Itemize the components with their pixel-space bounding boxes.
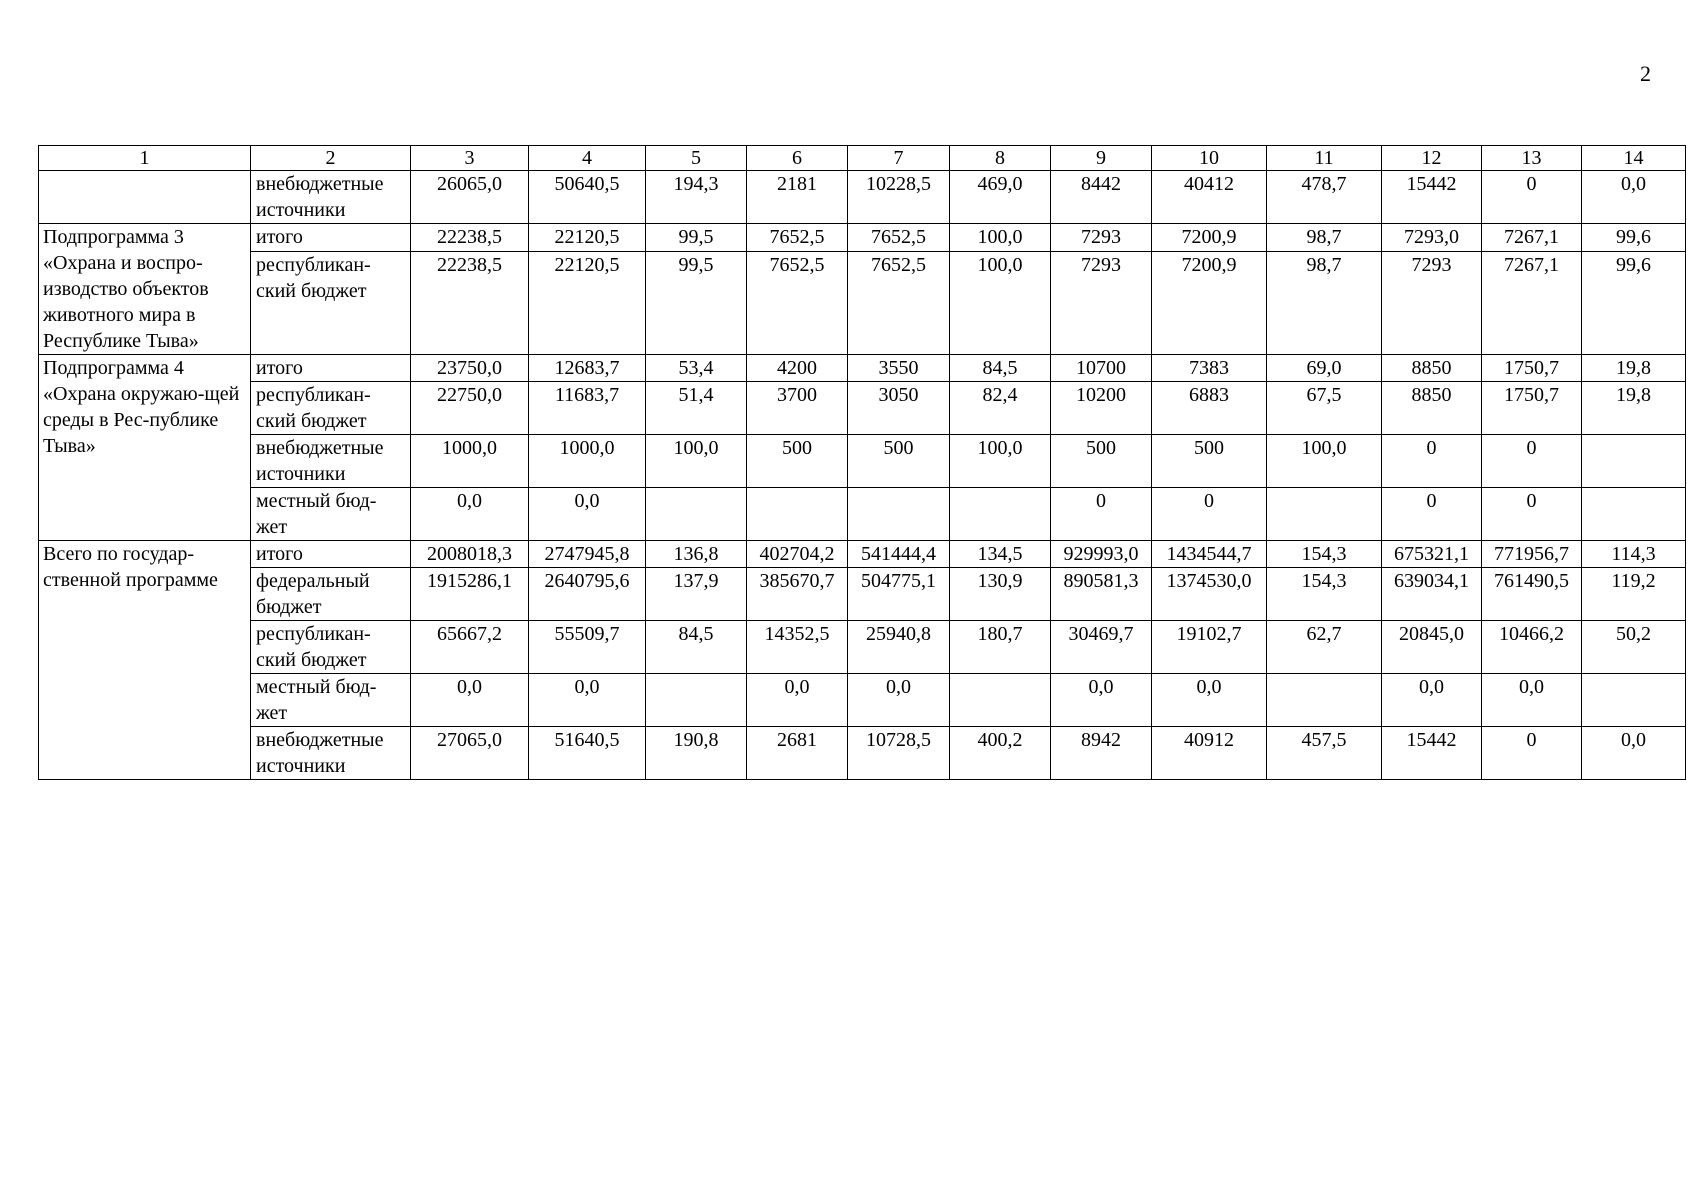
value-cell — [950, 488, 1051, 541]
value-cell: 400,2 — [950, 727, 1051, 780]
value-cell — [747, 488, 848, 541]
value-cell: 1915286,1 — [411, 568, 529, 621]
value-cell: 134,5 — [950, 541, 1051, 568]
table-row — [39, 621, 1686, 674]
value-cell: 10228,5 — [848, 171, 950, 224]
value-cell: 69,0 — [1267, 355, 1382, 382]
value-cell: 0,0 — [1482, 674, 1582, 727]
value-cell: 0,0 — [411, 488, 529, 541]
value-cell: 25940,8 — [848, 621, 950, 674]
value-cell: 7652,5 — [848, 224, 950, 252]
value-cell: 67,5 — [1267, 382, 1382, 435]
funding-source: республикан-ский бюджет — [251, 621, 411, 674]
column-number: 8 — [950, 146, 1051, 171]
value-cell — [950, 674, 1051, 727]
value-cell: 40912 — [1152, 727, 1267, 780]
value-cell: 82,4 — [950, 382, 1051, 435]
value-cell: 500 — [1152, 435, 1267, 488]
value-cell: 8942 — [1051, 727, 1152, 780]
value-cell: 3700 — [747, 382, 848, 435]
value-cell: 0,0 — [747, 674, 848, 727]
value-cell: 0 — [1152, 488, 1267, 541]
value-cell: 500 — [747, 435, 848, 488]
value-cell: 30469,7 — [1051, 621, 1152, 674]
value-cell: 119,2 — [1582, 568, 1686, 621]
value-cell: 99,6 — [1582, 252, 1686, 355]
program-name: Всего по государ-ственной программе — [39, 541, 251, 780]
value-cell: 26065,0 — [411, 171, 529, 224]
value-cell: 1750,7 — [1482, 382, 1582, 435]
value-cell: 7267,1 — [1482, 252, 1582, 355]
value-cell — [1267, 488, 1382, 541]
value-cell: 7293 — [1382, 252, 1482, 355]
table-row — [39, 727, 1686, 780]
value-cell: 7293 — [1051, 224, 1152, 252]
value-cell: 50640,5 — [529, 171, 646, 224]
value-cell: 929993,0 — [1051, 541, 1152, 568]
value-cell: 7293,0 — [1382, 224, 1482, 252]
value-cell: 7267,1 — [1482, 224, 1582, 252]
value-cell: 7383 — [1152, 355, 1267, 382]
program-name: Подпрограмма 4 «Охрана окружаю-щей среды в Рес-публике Тыва» — [39, 355, 251, 541]
value-cell: 180,7 — [950, 621, 1051, 674]
value-cell: 22238,5 — [411, 252, 529, 355]
value-cell: 8850 — [1382, 355, 1482, 382]
value-cell: 0 — [1382, 435, 1482, 488]
value-cell: 154,3 — [1267, 568, 1382, 621]
value-cell: 469,0 — [950, 171, 1051, 224]
value-cell: 100,0 — [1267, 435, 1382, 488]
value-cell: 19102,7 — [1152, 621, 1267, 674]
value-cell: 19,8 — [1582, 355, 1686, 382]
value-cell: 84,5 — [950, 355, 1051, 382]
value-cell: 3550 — [848, 355, 950, 382]
value-cell — [1267, 674, 1382, 727]
value-cell: 0 — [1482, 488, 1582, 541]
value-cell: 500 — [1051, 435, 1152, 488]
value-cell: 137,9 — [646, 568, 747, 621]
table-row — [39, 435, 1686, 488]
value-cell: 500 — [848, 435, 950, 488]
funding-source: местный бюд-жет — [251, 674, 411, 727]
value-cell: 27065,0 — [411, 727, 529, 780]
value-cell: 1000,0 — [411, 435, 529, 488]
value-cell: 15442 — [1382, 727, 1482, 780]
value-cell: 7652,5 — [747, 224, 848, 252]
value-cell: 890581,3 — [1051, 568, 1152, 621]
column-number: 5 — [646, 146, 747, 171]
value-cell: 15442 — [1382, 171, 1482, 224]
value-cell: 2747945,8 — [529, 541, 646, 568]
value-cell: 12683,7 — [529, 355, 646, 382]
value-cell: 23750,0 — [411, 355, 529, 382]
value-cell — [848, 488, 950, 541]
column-number: 10 — [1152, 146, 1267, 171]
table-row — [39, 224, 1686, 252]
column-number: 12 — [1382, 146, 1482, 171]
value-cell: 22750,0 — [411, 382, 529, 435]
value-cell: 10728,5 — [848, 727, 950, 780]
program-name — [39, 171, 251, 224]
value-cell: 2181 — [747, 171, 848, 224]
funding-source: республикан-ский бюджет — [251, 382, 411, 435]
value-cell: 457,5 — [1267, 727, 1382, 780]
column-number: 4 — [529, 146, 646, 171]
value-cell: 84,5 — [646, 621, 747, 674]
value-cell: 40412 — [1152, 171, 1267, 224]
value-cell: 50,2 — [1582, 621, 1686, 674]
funding-source: итого — [251, 541, 411, 568]
value-cell — [1582, 488, 1686, 541]
value-cell: 65667,2 — [411, 621, 529, 674]
value-cell: 136,8 — [646, 541, 747, 568]
value-cell: 100,0 — [950, 252, 1051, 355]
value-cell: 7652,5 — [747, 252, 848, 355]
table-row — [39, 488, 1686, 541]
value-cell: 10466,2 — [1482, 621, 1582, 674]
funding-source: итого — [251, 355, 411, 382]
value-cell: 1374530,0 — [1152, 568, 1267, 621]
value-cell: 7652,5 — [848, 252, 950, 355]
funding-source: местный бюд-жет — [251, 488, 411, 541]
value-cell: 0 — [1482, 727, 1582, 780]
value-cell: 22120,5 — [529, 252, 646, 355]
value-cell: 1750,7 — [1482, 355, 1582, 382]
value-cell: 8850 — [1382, 382, 1482, 435]
funding-source: внебюджетные источники — [251, 727, 411, 780]
value-cell: 14352,5 — [747, 621, 848, 674]
value-cell: 0 — [1482, 435, 1582, 488]
value-cell: 675321,1 — [1382, 541, 1482, 568]
column-number: 14 — [1582, 146, 1686, 171]
table-row — [39, 171, 1686, 224]
page-number: 2 — [1640, 61, 1651, 86]
table-row — [39, 568, 1686, 621]
value-cell: 10700 — [1051, 355, 1152, 382]
column-number: 3 — [411, 146, 529, 171]
value-cell: 8442 — [1051, 171, 1152, 224]
column-number: 1 — [39, 146, 251, 171]
value-cell: 98,7 — [1267, 252, 1382, 355]
table-row — [39, 382, 1686, 435]
value-cell: 402704,2 — [747, 541, 848, 568]
value-cell: 99,5 — [646, 252, 747, 355]
value-cell: 0,0 — [529, 488, 646, 541]
value-cell: 62,7 — [1267, 621, 1382, 674]
value-cell — [646, 488, 747, 541]
value-cell: 0 — [1482, 171, 1582, 224]
funding-source: внебюджетные источники — [251, 171, 411, 224]
value-cell: 0,0 — [1582, 727, 1686, 780]
funding-source: итого — [251, 224, 411, 252]
table-row — [39, 252, 1686, 355]
value-cell: 98,7 — [1267, 224, 1382, 252]
table-row — [39, 674, 1686, 727]
column-number: 13 — [1482, 146, 1582, 171]
budget-table — [38, 145, 1686, 780]
value-cell: 114,3 — [1582, 541, 1686, 568]
value-cell: 53,4 — [646, 355, 747, 382]
value-cell: 7200,9 — [1152, 224, 1267, 252]
value-cell: 10200 — [1051, 382, 1152, 435]
value-cell: 22120,5 — [529, 224, 646, 252]
value-cell: 22238,5 — [411, 224, 529, 252]
value-cell: 194,3 — [646, 171, 747, 224]
value-cell: 0,0 — [411, 674, 529, 727]
table-row — [39, 355, 1686, 382]
column-number: 11 — [1267, 146, 1382, 171]
value-cell: 20845,0 — [1382, 621, 1482, 674]
value-cell: 0 — [1382, 488, 1482, 541]
value-cell: 761490,5 — [1482, 568, 1582, 621]
table-row — [39, 541, 1686, 568]
value-cell: 0,0 — [1152, 674, 1267, 727]
value-cell: 7293 — [1051, 252, 1152, 355]
value-cell — [1582, 435, 1686, 488]
value-cell: 100,0 — [646, 435, 747, 488]
value-cell: 771956,7 — [1482, 541, 1582, 568]
program-name: Подпрограмма 3 «Охрана и воспро-изводство объектов животного мира в Республике Тыва» — [39, 224, 251, 355]
value-cell: 4200 — [747, 355, 848, 382]
value-cell — [646, 674, 747, 727]
funding-source: федеральный бюджет — [251, 568, 411, 621]
value-cell: 541444,4 — [848, 541, 950, 568]
funding-source: внебюджетные источники — [251, 435, 411, 488]
value-cell: 51640,5 — [529, 727, 646, 780]
value-cell: 504775,1 — [848, 568, 950, 621]
value-cell: 100,0 — [950, 435, 1051, 488]
value-cell: 2008018,3 — [411, 541, 529, 568]
value-cell: 190,8 — [646, 727, 747, 780]
value-cell: 99,5 — [646, 224, 747, 252]
funding-source: республикан-ский бюджет — [251, 252, 411, 355]
value-cell: 478,7 — [1267, 171, 1382, 224]
column-number: 6 — [747, 146, 848, 171]
column-number: 7 — [848, 146, 950, 171]
value-cell: 0,0 — [848, 674, 950, 727]
value-cell: 19,8 — [1582, 382, 1686, 435]
value-cell: 2640795,6 — [529, 568, 646, 621]
value-cell: 0,0 — [1582, 171, 1686, 224]
value-cell: 639034,1 — [1382, 568, 1482, 621]
column-number: 2 — [251, 146, 411, 171]
value-cell: 130,9 — [950, 568, 1051, 621]
value-cell: 2681 — [747, 727, 848, 780]
value-cell: 55509,7 — [529, 621, 646, 674]
value-cell: 3050 — [848, 382, 950, 435]
value-cell: 6883 — [1152, 382, 1267, 435]
value-cell: 1434544,7 — [1152, 541, 1267, 568]
value-cell: 0,0 — [1382, 674, 1482, 727]
value-cell: 0,0 — [1051, 674, 1152, 727]
value-cell: 385670,7 — [747, 568, 848, 621]
column-number-row — [39, 146, 1686, 171]
value-cell: 0,0 — [529, 674, 646, 727]
value-cell — [1582, 674, 1686, 727]
value-cell: 51,4 — [646, 382, 747, 435]
value-cell: 100,0 — [950, 224, 1051, 252]
value-cell: 7200,9 — [1152, 252, 1267, 355]
value-cell: 154,3 — [1267, 541, 1382, 568]
value-cell: 99,6 — [1582, 224, 1686, 252]
column-number: 9 — [1051, 146, 1152, 171]
value-cell: 11683,7 — [529, 382, 646, 435]
value-cell: 0 — [1051, 488, 1152, 541]
value-cell: 1000,0 — [529, 435, 646, 488]
